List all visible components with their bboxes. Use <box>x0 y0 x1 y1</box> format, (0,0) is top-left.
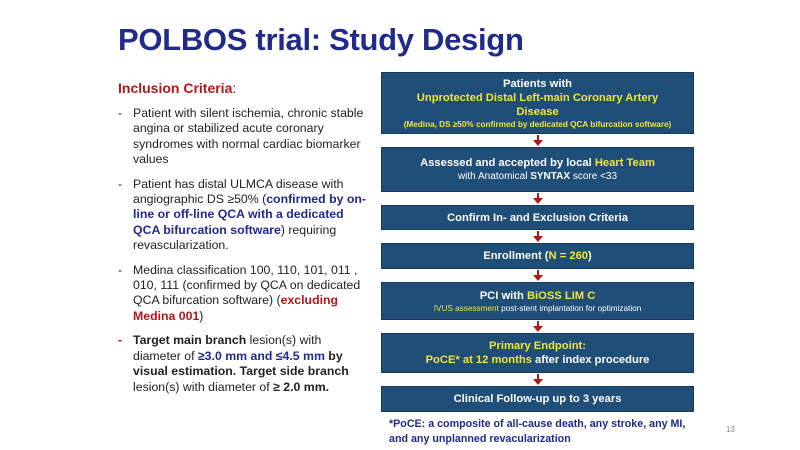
flow-arrow <box>535 135 541 146</box>
criterion-text: Medina classification 100, 110, 101, 011 , 010, 111 (confirmed by QCA on dedicated QCA bifurcation software) ( <box>133 262 361 308</box>
bullet-dash: - <box>118 262 123 277</box>
box-text-highlight: N = 260 <box>548 250 589 262</box>
criterion-text: ) <box>199 308 204 323</box>
criterion-text: Patient with silent ischemia, chronic stable angina or stabilized acute coronary syndromes with normal cardiac biomarker values <box>133 106 364 167</box>
box-line <box>382 170 693 183</box>
heading-colon: : <box>232 80 237 96</box>
criterion-emphasis: ≥ 2.0 mm. <box>273 379 330 394</box>
criterion-emphasis: Target main branch <box>133 333 247 348</box>
box-text: post-stent implantation for optimization <box>498 303 642 313</box>
criterion-emphasis: confirmed by on-line or off-line QCA with a dedicated QCA bifurcation software <box>133 192 366 237</box>
box-text: after index procedure <box>531 354 650 366</box>
flow-arrow <box>535 374 541 385</box>
criterion-exclusion-emphasis: excluding Medina 001 <box>133 293 339 323</box>
box-text-highlight: BiOSS LIM C <box>526 289 596 302</box>
bullet-dash: - <box>118 333 123 348</box>
flow-box-patients <box>381 72 694 134</box>
flow-box-pci <box>381 282 694 320</box>
criterion-text: lesion(s) with diameter of <box>133 379 274 394</box>
criterion-emphasis: ≥3.0 mm and ≤4.5 mm <box>197 348 325 363</box>
box-text: ) <box>588 250 592 262</box>
flow-box-enrollment <box>381 243 694 269</box>
box-text: Assessed and accepted by local <box>420 157 595 169</box>
flow-box-primary-endpoint <box>381 333 694 373</box>
box-text: with Anatomical <box>457 171 531 182</box>
criterion-text: ) requiring revascularization. <box>133 222 337 253</box>
box-text-highlight: Heart Team <box>594 157 655 169</box>
flow-box-criteria <box>381 205 694 230</box>
page-number: 13 <box>726 425 735 434</box>
flow-arrow <box>535 270 541 281</box>
criterion-item <box>118 177 370 254</box>
box-line: Clinical Follow-up up to 3 years <box>453 393 622 405</box>
inclusion-heading-text: Inclusion Criteria <box>118 80 233 96</box>
flow-box-follow-up <box>381 386 694 412</box>
box-line-highlight: Unprotected Distal Left-main Coronary Artery Disease <box>416 91 659 118</box>
box-line <box>382 156 693 170</box>
box-subline: (Medina, DS ≥50% confirmed by dedicated QCA bifurcation software) <box>403 119 672 129</box>
box-text: PCI with <box>479 289 527 302</box>
flow-arrow <box>535 193 541 204</box>
box-text: score <33 <box>570 171 618 182</box>
criterion-text: lesion(s) with diameter of <box>133 333 322 363</box>
flow-arrow <box>535 231 541 242</box>
box-line: Patients with <box>503 77 572 90</box>
inclusion-criteria-heading <box>118 80 236 96</box>
bullet-dash: - <box>118 176 123 191</box>
box-text: SYNTAX <box>530 171 571 182</box>
criterion-item <box>118 333 370 395</box>
slide-title: POLBOS trial: Study Design <box>118 22 524 57</box>
bullet-dash: - <box>118 106 123 120</box>
flow-box-heart-team <box>381 147 694 192</box>
criterion-emphasis: by visual estimation. Target side branch <box>133 348 349 379</box>
criterion-item <box>118 263 370 325</box>
box-subline <box>382 303 693 314</box>
box-line <box>382 353 693 367</box>
flow-arrow <box>535 321 541 332</box>
box-line <box>382 289 693 303</box>
box-text-highlight: IVUS assessment <box>433 303 499 313</box>
box-text: Enrollment ( <box>483 250 549 262</box>
criterion-text: Patient has distal ULMCA disease with angiographic DS ≥50% ( <box>133 176 344 207</box>
criterion-item <box>118 106 370 168</box>
inclusion-criteria-list <box>118 106 370 404</box>
box-line-highlight: Primary Endpoint: <box>489 340 586 352</box>
box-line <box>382 249 693 263</box>
box-line: Confirm In- and Exclusion Criteria <box>447 211 628 224</box>
box-text-highlight: PoCE* at 12 months <box>425 354 532 366</box>
footnote: *PoCE: a composite of all-cause death, any stroke, any MI, and any unplanned revacularization <box>389 418 686 445</box>
